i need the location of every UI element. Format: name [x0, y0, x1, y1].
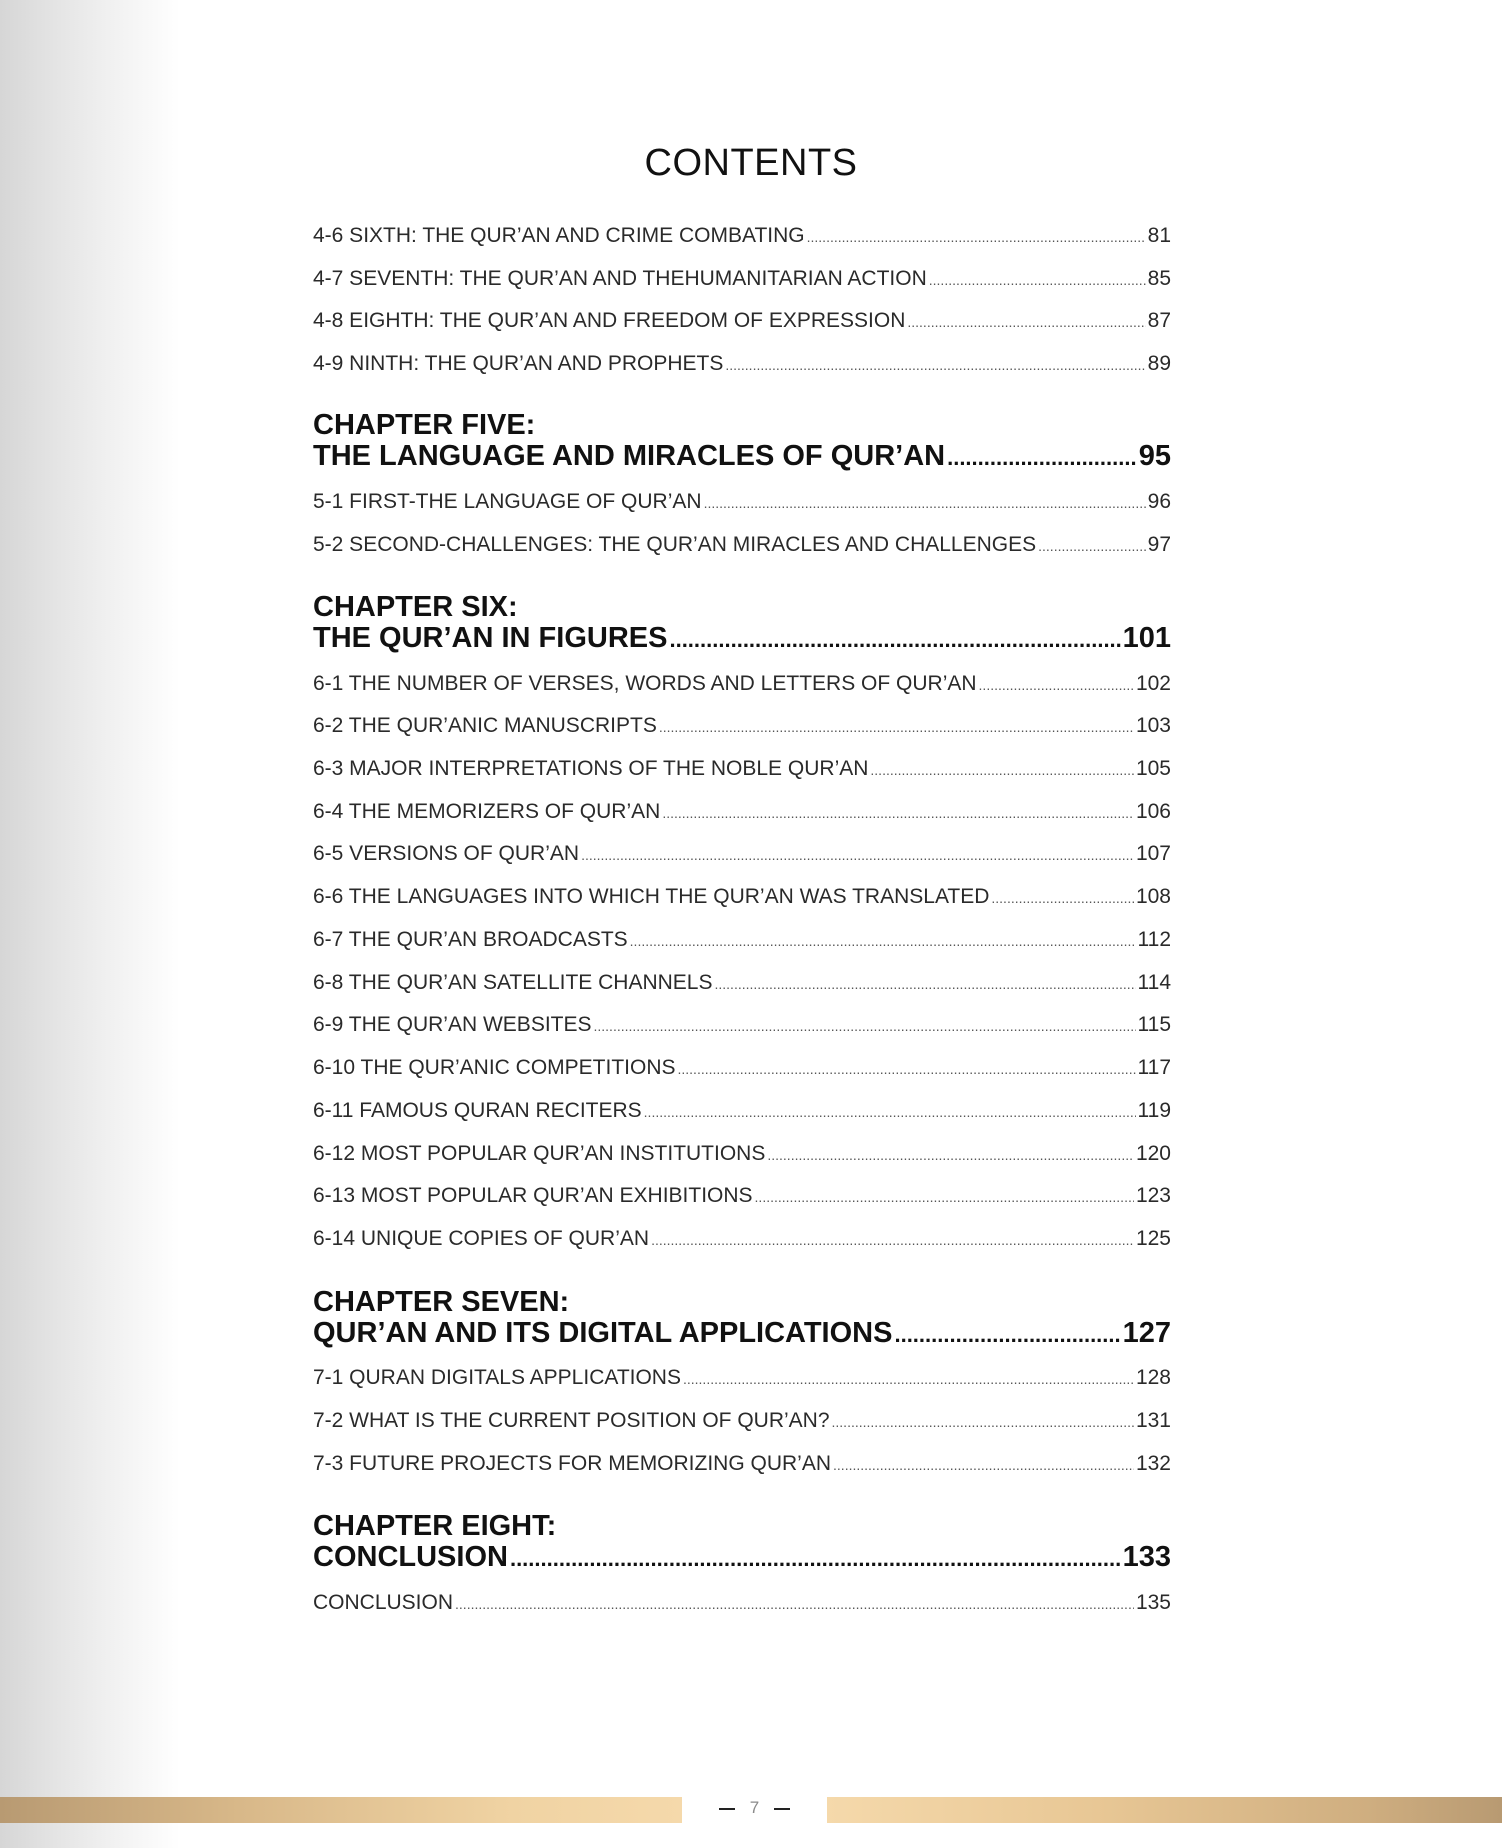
toc-entry[interactable] [313, 1591, 1171, 1615]
chapter-six-heading: CHAPTER SIX: [313, 591, 518, 623]
toc-entry-page: 105 [1135, 757, 1171, 780]
chapter-eight-heading: CHAPTER EIGHT: [313, 1510, 557, 1542]
toc-entry-label: 6-14 UNIQUE COPIES OF QUR’AN [313, 1227, 650, 1250]
toc-entry[interactable] [313, 309, 1171, 333]
toc-leader-dots [659, 719, 1134, 735]
toc-entry[interactable] [313, 885, 1171, 909]
toc-entry-page: 108 [1135, 885, 1171, 908]
toc-leader-dots [894, 1322, 1120, 1348]
toc-entry-page: 115 [1137, 1013, 1171, 1036]
toc-leader-dots [807, 229, 1146, 245]
chapter-title: CONCLUSION [313, 1541, 508, 1573]
toc-entry-page: 112 [1137, 928, 1171, 951]
toc-entry-label: 6-9 THE QUR’AN WEBSITES [313, 1013, 592, 1036]
toc-entry-label: 7-3 FUTURE PROJECTS FOR MEMORIZING QUR’AN [313, 1452, 832, 1475]
toc-entry-page: 97 [1147, 533, 1171, 556]
toc-leader-dots [715, 976, 1136, 992]
toc-leader-dots [669, 627, 1120, 653]
toc-entry[interactable] [313, 757, 1171, 781]
toc-entry[interactable] [313, 267, 1171, 291]
chapter-seven-title-entry[interactable] [313, 1317, 1171, 1350]
toc-entry[interactable] [313, 672, 1171, 696]
toc-leader-dots [651, 1232, 1134, 1248]
toc-entry-page: 123 [1135, 1184, 1171, 1207]
toc-leader-dots [833, 1457, 1134, 1473]
toc-entry[interactable] [313, 224, 1171, 248]
toc-entry[interactable] [313, 1227, 1171, 1251]
toc-entry-label: 6-6 THE LANGUAGES INTO WHICH THE QUR’AN WAS TRANSLATED [313, 885, 990, 908]
toc-leader-dots [725, 357, 1145, 373]
footer-gold-bar-right [827, 1797, 1502, 1823]
toc-entry[interactable] [313, 1056, 1171, 1080]
toc-entry-page: 128 [1135, 1366, 1171, 1389]
toc-entry-label: 6-11 FAMOUS QURAN RECITERS [313, 1099, 642, 1122]
toc-leader-dots [581, 847, 1134, 863]
toc-entry-page: 85 [1147, 267, 1171, 290]
toc-entry-label: 5-1 FIRST-THE LANGUAGE OF QUR’AN [313, 490, 702, 513]
page-number-value: 7 [749, 1798, 760, 1817]
chapter-page: 95 [1138, 440, 1171, 472]
toc-leader-dots [510, 1546, 1121, 1572]
toc-entry-label: 4-7 SEVENTH: THE QUR’AN AND THEHUMANITARIAN ACTION [313, 267, 927, 290]
toc-entry[interactable] [313, 490, 1171, 514]
toc-entry[interactable] [313, 1142, 1171, 1166]
toc-entry-page: 120 [1135, 1142, 1171, 1165]
toc-leader-dots [594, 1018, 1136, 1034]
toc-entry[interactable] [313, 533, 1171, 557]
toc-entry-page: 135 [1135, 1591, 1171, 1614]
toc-entry-label: 4-6 SIXTH: THE QUR’AN AND CRIME COMBATING [313, 224, 805, 247]
toc-entry-label: 5-2 SECOND-CHALLENGES: THE QUR’AN MIRACLES AND CHALLENGES [313, 533, 1037, 556]
toc-entry-page: 107 [1135, 842, 1171, 865]
toc-entry[interactable] [313, 1366, 1171, 1390]
toc-leader-dots [991, 890, 1134, 906]
toc-entry-page: 125 [1135, 1227, 1171, 1250]
toc-entry-page: 87 [1147, 309, 1171, 332]
toc-entry-label: 6-4 THE MEMORIZERS OF QUR’AN [313, 800, 661, 823]
toc-entry[interactable] [313, 928, 1171, 952]
toc-leader-dots [870, 762, 1134, 778]
toc-leader-dots [455, 1596, 1134, 1612]
toc-leader-dots [907, 314, 1145, 330]
toc-entry-page: 131 [1135, 1409, 1171, 1432]
toc-entry-page: 117 [1137, 1056, 1171, 1079]
toc-entry-label: 6-7 THE QUR’AN BROADCASTS [313, 928, 628, 951]
toc-entry[interactable] [313, 842, 1171, 866]
toc-entry[interactable] [313, 1013, 1171, 1037]
toc-entry[interactable] [313, 971, 1171, 995]
chapter-seven-heading: CHAPTER SEVEN: [313, 1286, 570, 1318]
chapter-page: 127 [1122, 1317, 1171, 1349]
chapter-eight-title-entry[interactable] [313, 1541, 1171, 1574]
toc-leader-dots [929, 272, 1146, 288]
toc-leader-dots [947, 445, 1137, 471]
toc-leader-dots [644, 1104, 1136, 1120]
toc-entry-label: 4-9 NINTH: THE QUR’AN AND PROPHETS [313, 352, 724, 375]
toc-entry-page: 96 [1147, 490, 1171, 513]
toc-leader-dots [630, 933, 1136, 949]
toc-entry-page: 114 [1137, 971, 1171, 994]
toc-entry-page: 102 [1135, 672, 1171, 695]
toc-leader-dots [683, 1371, 1134, 1387]
toc-entry-label: 6-1 THE NUMBER OF VERSES, WORDS AND LETTERS OF QUR’AN [313, 672, 977, 695]
toc-entry-label: 6-10 THE QUR’ANIC COMPETITIONS [313, 1056, 676, 1079]
toc-entry[interactable] [313, 800, 1171, 824]
chapter-title: THE QUR’AN IN FIGURES [313, 622, 668, 654]
toc-entry[interactable] [313, 714, 1171, 738]
toc-leader-dots [767, 1147, 1134, 1163]
toc-entry-label: 6-13 MOST POPULAR QUR’AN EXHIBITIONS [313, 1184, 753, 1207]
toc-entry-page: 106 [1135, 800, 1171, 823]
chapter-page: 101 [1122, 622, 1171, 654]
toc-entry-page: 81 [1147, 224, 1171, 247]
chapter-page: 133 [1122, 1541, 1171, 1573]
chapter-six-title-entry[interactable] [313, 622, 1171, 655]
toc-entry-label: 6-5 VERSIONS OF QUR’AN [313, 842, 580, 865]
toc-entry-label: 6-12 MOST POPULAR QUR’AN INSTITUTIONS [313, 1142, 766, 1165]
page-spine-shadow [0, 0, 180, 1848]
page-number-dash-left [719, 1808, 735, 1810]
toc-entry[interactable] [313, 352, 1171, 376]
toc-entry-label: 4-8 EIGHTH: THE QUR’AN AND FREEDOM OF EXPRESSION [313, 309, 906, 332]
page-number-dash-right [774, 1808, 790, 1810]
toc-leader-dots [832, 1414, 1134, 1430]
toc-entry-label: 6-2 THE QUR’ANIC MANUSCRIPTS [313, 714, 657, 737]
toc-entry-page: 119 [1137, 1099, 1171, 1122]
page-number [682, 1798, 827, 1818]
toc-leader-dots [678, 1061, 1136, 1077]
chapter-title: THE LANGUAGE AND MIRACLES OF QUR’AN [313, 440, 946, 472]
chapter-five-title-entry[interactable] [313, 440, 1171, 473]
toc-entry[interactable] [313, 1184, 1171, 1208]
toc-entry-label: 7-1 QURAN DIGITALS APPLICATIONS [313, 1366, 681, 1389]
chapter-title: QUR’AN AND ITS DIGITAL APPLICATIONS [313, 1317, 893, 1349]
toc-entry[interactable] [313, 1409, 1171, 1433]
toc-entry-label: 6-3 MAJOR INTERPRETATIONS OF THE NOBLE QUR’AN [313, 757, 869, 780]
footer-gold-bar-left [0, 1797, 682, 1823]
toc-entry-label: CONCLUSION [313, 1591, 454, 1614]
toc-entry-label: 6-8 THE QUR’AN SATELLITE CHANNELS [313, 971, 713, 994]
toc-leader-dots [662, 805, 1134, 821]
toc-entry[interactable] [313, 1452, 1171, 1476]
chapter-five-heading: CHAPTER FIVE: [313, 409, 536, 441]
toc-leader-dots [1038, 538, 1146, 554]
toc-leader-dots [704, 495, 1146, 511]
page-title: CONTENTS [644, 142, 858, 184]
toc-leader-dots [755, 1189, 1134, 1205]
toc-entry-page: 89 [1147, 352, 1171, 375]
toc-entry[interactable] [313, 1099, 1171, 1123]
toc-entry-page: 132 [1135, 1452, 1171, 1475]
toc-leader-dots [979, 677, 1134, 693]
toc-entry-label: 7-2 WHAT IS THE CURRENT POSITION OF QUR’AN? [313, 1409, 830, 1432]
toc-entry-page: 103 [1135, 714, 1171, 737]
